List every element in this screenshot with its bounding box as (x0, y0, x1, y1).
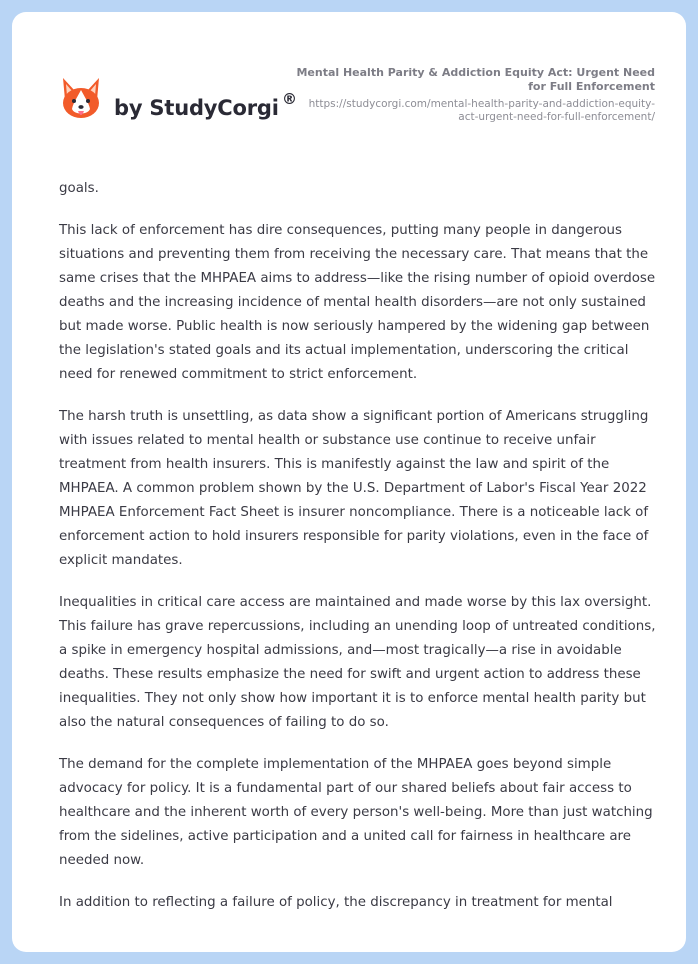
paragraph: The harsh truth is unsettling, as data show a significant portion of Americans struggling with issues related to mental health or substance use continue to receive unfair treatment from health insurers. This is manifestly against the law and spirit of the MHPAEA. A common problem shown by the U.S. Department of Labor's Fiscal Year 2022 MHPAEA Enforcement Fact Sheet is insurer noncompliance. There is a noticeable lack of enforcement action to hold insurers responsible for parity violations, even in the face of explicit mandates. (59, 409, 649, 568)
document-url[interactable]: https://studycorgi.com/mental-health-parity-and-addiction-equity-act-urgent-need-for-full-enforcement/ (308, 98, 655, 123)
registered-mark: ® (282, 90, 297, 108)
studycorgi-logo[interactable] (60, 76, 310, 136)
document-header (295, 66, 655, 124)
document-title: Mental Health Parity & Addiction Equity Act: Urgent Need for Full Enforcement (296, 66, 655, 93)
logo-text: by StudyCorgi (114, 96, 279, 120)
document-body (59, 177, 659, 933)
paragraph: Inequalities in critical care access are maintained and made worse by this lax oversight. This failure has grave repercussions, including an unending loop of untreated conditions, a spike in emergency hospital admissions, and—most tragically—a rise in avoidable deaths. These results emphasize the need for swift and urgent action to address these inequalities. They not only show how important it is to enforce mental health parity but also the natural consequences of failing to do so. (59, 595, 656, 730)
paragraph: In addition to reflecting a failure of policy, the discrepancy in treatment for mental (59, 895, 613, 910)
paragraph: goals. (59, 181, 99, 196)
document-page (12, 12, 686, 952)
paragraph: This lack of enforcement has dire consequences, putting many people in dangerous situations and preventing them from receiving the necessary care. That means that the same crises that the MHPAEA aims to address—like the rising number of opioid overdose deaths and the increasing incidence of mental health disorders—are not only sustained but made worse. Public health is now seriously hampered by the widening gap between the legislation's stated goals and its actual implementation, underscoring the critical need for renewed commitment to strict enforcement. (59, 223, 656, 382)
corgi-icon (60, 76, 102, 122)
paragraph: The demand for the complete implementation of the MHPAEA goes beyond simple advocacy for policy. It is a fundamental part of our shared beliefs about fair access to healthcare and the inherent worth of every person's well-being. More than just watching from the sidelines, active participation and a united call for fairness in healthcare are needed now. (59, 757, 653, 868)
